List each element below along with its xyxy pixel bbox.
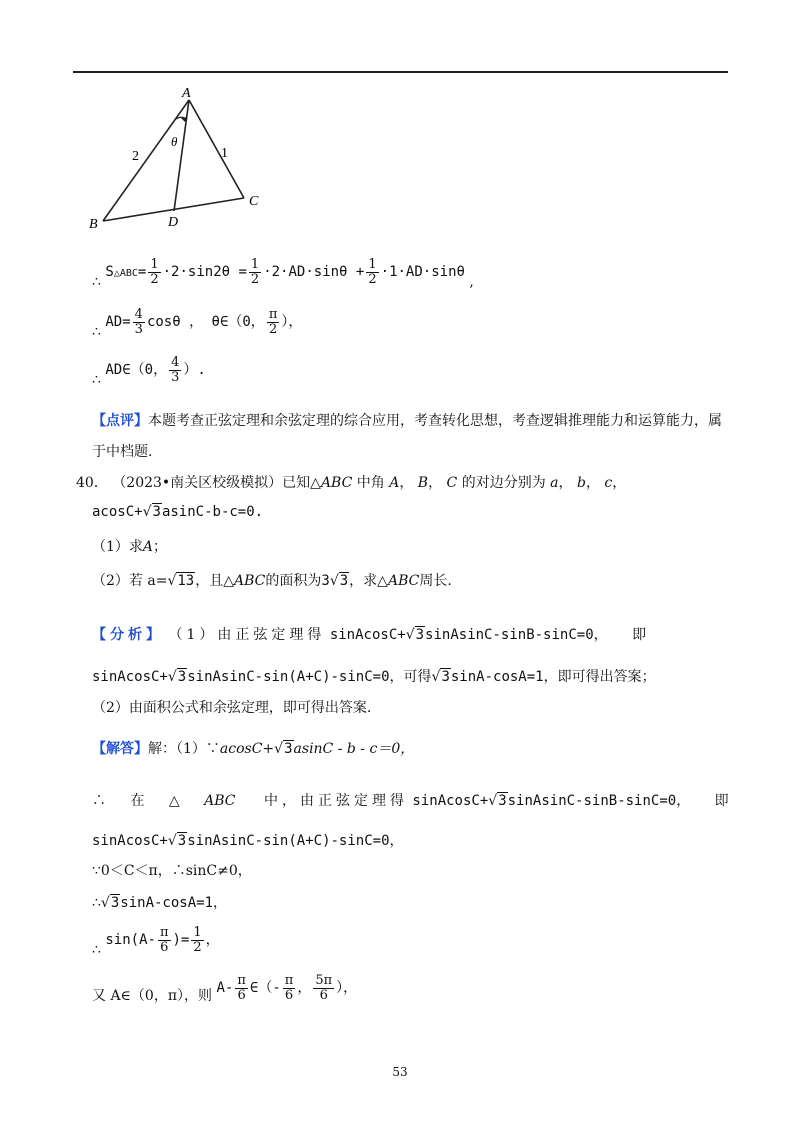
numerator: 1 <box>250 257 260 272</box>
solution-line-5 <box>92 892 227 912</box>
prev-line-3 <box>92 355 206 389</box>
radicand: 3 <box>441 669 450 685</box>
equation: asinC-b-c=0. <box>161 504 264 520</box>
analysis-line-3 <box>92 697 371 717</box>
analysis-line-2 <box>92 666 656 686</box>
header-rule <box>73 71 728 73</box>
problem-text: 的对边分别为 <box>461 475 546 491</box>
prev-line-2 <box>92 307 303 341</box>
radicand: 3 <box>415 627 425 643</box>
equation: sinAsinC-sin(A+C)-sinC=0， <box>187 833 404 849</box>
variable: C <box>446 475 458 491</box>
numerator: 4 <box>171 355 180 370</box>
variable: c <box>604 475 613 491</box>
side-ab <box>103 100 189 221</box>
comment-line-1 <box>92 410 722 430</box>
area-value: 3 <box>321 573 330 589</box>
equation: acosC+ <box>219 741 275 757</box>
radicand: 13 <box>177 573 195 589</box>
analysis-text: （2）由面积公式和余弦定理，即可得出答案. <box>92 700 372 716</box>
sqrt: √13 <box>167 573 195 589</box>
expression: AD= <box>105 314 131 331</box>
fraction <box>235 974 248 1002</box>
sqrt: √3 <box>329 573 349 589</box>
analysis-tag: 【分析】 <box>92 627 164 643</box>
solution-text: 又 A∈（0，π），则 <box>92 988 213 1005</box>
equation: )= <box>172 932 190 949</box>
denominator: 2 <box>150 271 159 287</box>
solution-text: ∵0＜C＜π，∴sinC≠0， <box>92 863 252 879</box>
variable: a <box>550 475 559 491</box>
denominator: 6 <box>160 939 169 955</box>
numerator: 4 <box>134 307 143 322</box>
numerator: 1 <box>150 257 159 272</box>
expression: ）. <box>183 362 206 379</box>
therefore-symbol: ∴ <box>92 895 101 911</box>
equation: sinAcosC+ <box>92 669 168 685</box>
solution-line-4 <box>92 860 252 880</box>
area-subscript: △ABC <box>113 268 138 280</box>
sqrt: √3 <box>405 627 425 643</box>
comment-line-2 <box>92 441 152 461</box>
punctuation: ， <box>428 475 443 491</box>
solution-text: 即 <box>714 793 729 809</box>
equation: asinC - b - c＝0， <box>293 741 415 757</box>
numerator: 5π <box>315 973 333 988</box>
equation: ， <box>297 980 312 997</box>
solution-line-3 <box>92 830 404 850</box>
expression: ·2·AD·sinθ + <box>263 264 365 281</box>
equation: ∈（- <box>249 980 281 997</box>
denominator: 6 <box>319 987 328 1003</box>
question-text: （1）求 <box>92 539 143 555</box>
denominator: 2 <box>250 271 260 287</box>
analysis-text: 可得 <box>403 669 432 685</box>
variable: b <box>576 475 586 491</box>
denominator: 3 <box>134 321 143 337</box>
variable: ABC <box>320 475 353 491</box>
denominator: 6 <box>284 987 294 1003</box>
variable: ABC <box>234 573 266 589</box>
question-text: （2）若 a= <box>92 573 168 589</box>
equals: = <box>137 264 147 281</box>
solution-line-7 <box>92 973 358 1005</box>
sqrt: √3 <box>488 793 507 809</box>
question-text: 周长. <box>419 573 452 589</box>
equation: acosC+ <box>92 504 143 520</box>
variable: ABC <box>204 793 236 809</box>
problem-line-2 <box>92 504 263 520</box>
solution-line-6 <box>92 925 220 959</box>
sqrt: √3 <box>167 833 187 849</box>
numerator: 1 <box>368 257 377 272</box>
sqrt: √3 <box>431 669 450 685</box>
fraction <box>148 258 160 286</box>
page-number: 53 <box>392 1065 408 1079</box>
numerator: π <box>159 925 169 940</box>
denominator: 2 <box>193 939 202 955</box>
question-text: ，求△ <box>349 573 388 589</box>
equation: sinAcosC+ <box>92 833 168 849</box>
denominator: 2 <box>268 321 278 337</box>
equation: A- <box>216 980 234 997</box>
analysis-line-1 <box>92 624 646 644</box>
label-d: D <box>168 215 179 230</box>
fraction <box>267 308 280 336</box>
variable: ABC <box>387 573 420 589</box>
sqrt: √3 <box>142 504 161 520</box>
punctuation: ， <box>612 475 627 491</box>
fraction <box>313 974 334 1002</box>
question-text: ，且△ <box>195 573 234 589</box>
radicand: 3 <box>284 741 293 757</box>
fraction <box>249 258 261 286</box>
punctuation: ， <box>558 475 573 491</box>
sqrt: √3 <box>274 741 293 757</box>
fraction <box>133 308 145 336</box>
equation: ）， <box>336 980 358 997</box>
area-symbol: S <box>105 264 114 281</box>
variable: B <box>417 475 429 491</box>
radicand: 3 <box>110 895 120 911</box>
fraction <box>169 356 181 384</box>
equation: sinAcosC+ <box>329 627 406 643</box>
equation: sinA-cosA=1， <box>120 895 227 911</box>
punctuation: ， <box>585 475 600 491</box>
therefore-symbol: ∴ <box>92 942 101 959</box>
punctuation: ； <box>153 539 168 555</box>
equation: sin(A- <box>105 932 156 949</box>
equation: sinAsinC-sin(A+C)-sinC=0， <box>187 669 404 685</box>
label-c: C <box>249 194 259 209</box>
prev-line-1 <box>92 257 474 291</box>
problem-source: （2023•南关区校级模拟）已知△ <box>112 475 321 491</box>
expression: cosθ ， θ∈（0， <box>146 314 265 331</box>
side-ac <box>189 100 244 198</box>
radicand: 3 <box>498 793 507 809</box>
comment-tag: 【点评】 <box>92 413 148 429</box>
therefore-symbol: ∴ <box>92 372 101 389</box>
equation: ， <box>205 932 220 949</box>
analysis-text: 即可得出答案； <box>557 669 656 685</box>
equation: sinAcosC+ <box>412 793 489 809</box>
problem-q2 <box>92 570 452 590</box>
analysis-text: 即 <box>632 627 647 643</box>
solution-line-2 <box>92 790 729 810</box>
comment-text: 本题考查正弦定理和余弦定理的综合应用，考查转化思想，考查逻辑推理能力和运算能力，属 <box>148 413 722 429</box>
radicand: 3 <box>177 669 187 685</box>
denominator: 3 <box>171 369 180 385</box>
expression: ）， <box>281 314 303 331</box>
numerator: π <box>268 307 278 322</box>
punctuation: , <box>469 274 474 291</box>
radicand: 3 <box>177 833 187 849</box>
fraction <box>283 974 296 1002</box>
therefore-symbol: ∴ <box>92 274 101 291</box>
punctuation: ， <box>399 475 414 491</box>
equation: sinAsinC-sinB-sinC=0， <box>507 793 691 809</box>
solution-line-1 <box>92 738 414 758</box>
expression: ·2·sin2θ = <box>162 264 247 281</box>
denominator: 6 <box>237 987 246 1003</box>
numerator: π <box>237 973 246 988</box>
solution-text: 中，由正弦定理得 <box>243 793 408 809</box>
expression: AD∈（0， <box>105 362 168 379</box>
solution-tag: 【解答】 <box>92 741 148 757</box>
problem-line-1 <box>76 472 626 492</box>
solution-text: 解：（1）∵ <box>148 741 220 757</box>
equation: sinA-cosA=1， <box>450 669 558 685</box>
radicand: 3 <box>339 573 349 589</box>
problem-number: 40． <box>76 475 108 491</box>
problem-text: 中角 <box>356 475 385 491</box>
label-side-2: 2 <box>132 149 139 164</box>
label-side-1: 1 <box>221 146 228 161</box>
label-theta: θ <box>171 134 178 149</box>
question-text: 的面积为 <box>265 573 322 589</box>
fraction <box>366 258 378 286</box>
fraction <box>158 926 171 954</box>
radicand: 3 <box>152 504 161 520</box>
equation: sinAsinC-sinB-sinC=0， <box>425 627 608 643</box>
sqrt: √3 <box>100 895 120 911</box>
label-b: B <box>89 217 98 232</box>
denominator: 2 <box>368 271 377 287</box>
fraction <box>191 926 203 954</box>
variable: A <box>142 539 154 555</box>
comment-text: 于中档题. <box>92 444 153 460</box>
numerator: 1 <box>193 925 202 940</box>
label-a: A <box>182 88 191 101</box>
numerator: π <box>284 973 294 988</box>
triangle-figure <box>85 88 275 238</box>
solution-text: ∴ 在 △ <box>92 793 205 809</box>
analysis-text: （1）由正弦定理得 <box>168 627 326 643</box>
expression: ·1·AD·sinθ <box>380 264 465 281</box>
therefore-symbol: ∴ <box>92 324 101 341</box>
problem-q1 <box>92 536 167 556</box>
variable: A <box>389 475 400 491</box>
sqrt: √3 <box>167 669 187 685</box>
